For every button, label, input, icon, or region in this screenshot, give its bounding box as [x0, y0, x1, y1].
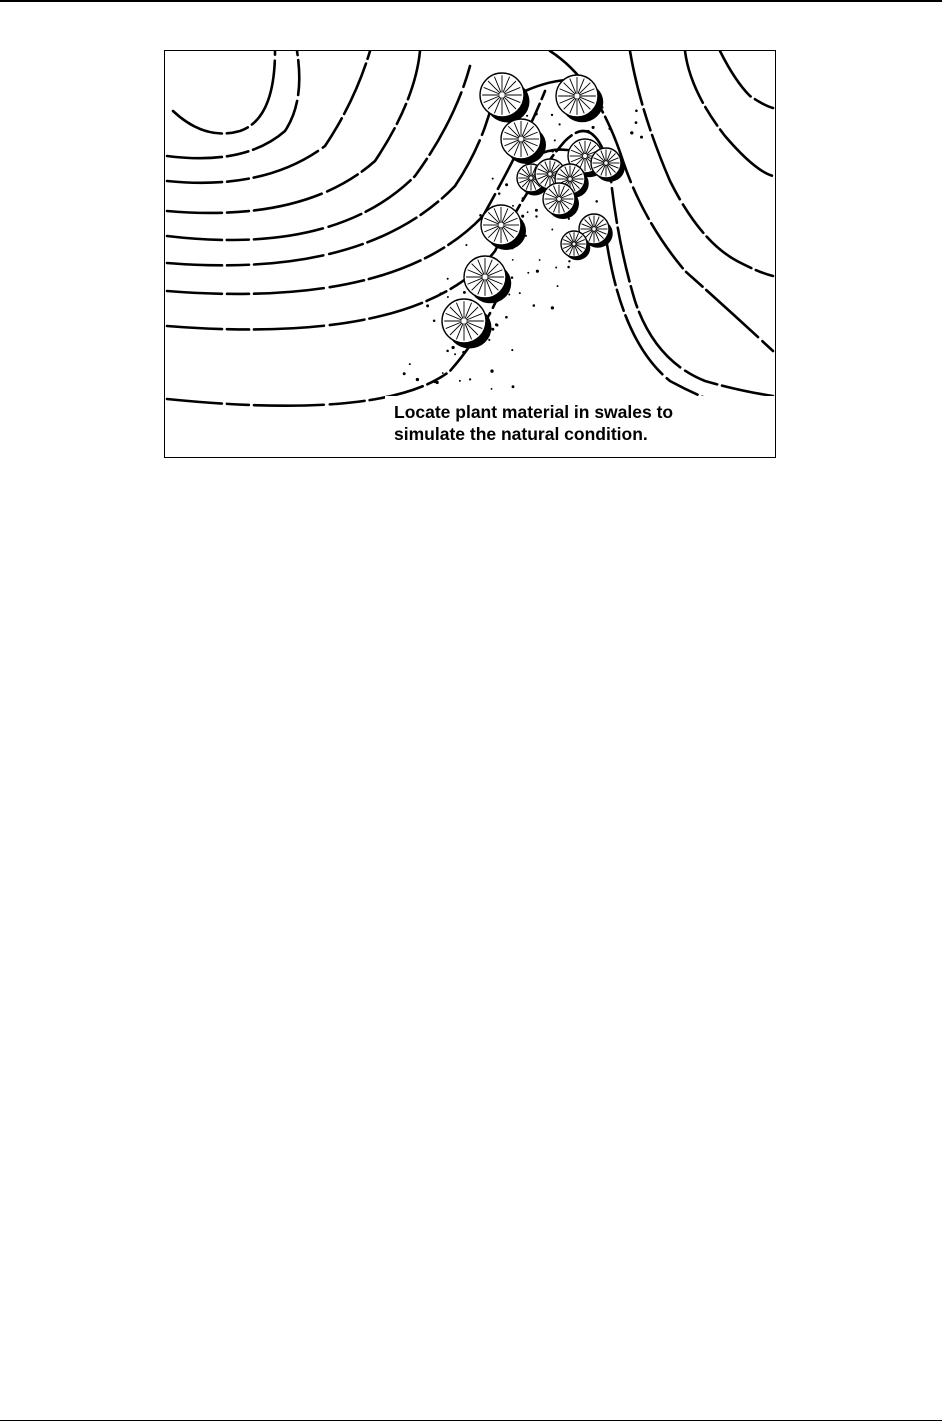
tree-symbol: [481, 205, 526, 250]
stipple-dot: [527, 211, 529, 213]
contour-line: [167, 51, 299, 158]
tree-symbol: [464, 256, 511, 303]
stipple-dot: [465, 244, 467, 246]
stipple-dot: [554, 139, 556, 141]
stipple-dot: [535, 215, 537, 217]
contour-line: [720, 51, 773, 108]
stipple-dot: [447, 278, 449, 280]
stipple-dot: [454, 353, 456, 355]
stipple-dot: [459, 380, 461, 382]
stipple-dot: [433, 380, 436, 383]
stipple-dot: [491, 388, 493, 390]
stipple-dot: [630, 131, 633, 134]
stipple-dot: [508, 294, 510, 296]
stipple-dot: [479, 214, 482, 217]
stipple-dot: [462, 351, 465, 354]
stipple-dot: [463, 291, 466, 294]
contour-line: [605, 231, 773, 416]
stipple-dot: [533, 304, 536, 307]
stipple-dot: [640, 136, 643, 139]
contour-line: [167, 51, 370, 183]
stipple-dot: [505, 316, 508, 319]
stipple-dot: [587, 130, 590, 133]
stipple-dot: [442, 372, 444, 374]
stipple-dot: [409, 363, 411, 365]
stipple-dot: [567, 266, 570, 269]
page-footer-rule: [0, 1420, 942, 1421]
figure-caption: [394, 401, 673, 445]
stipple-dot: [496, 324, 499, 327]
contour-diagram: [165, 51, 776, 458]
contour-line: [167, 281, 505, 406]
stipple-dot: [551, 114, 553, 116]
stipple-dot: [559, 123, 561, 125]
stipple-dot: [512, 259, 514, 261]
stipple-dot: [511, 349, 513, 351]
stipple-dot: [451, 346, 454, 349]
stipple-dot: [491, 328, 494, 331]
stipple-dot: [505, 183, 508, 186]
stipple-dot: [469, 378, 471, 380]
stipple-dot: [416, 378, 419, 381]
stipple-dot: [551, 150, 554, 153]
stipple-dot: [595, 200, 598, 203]
stipple-dot: [439, 292, 442, 295]
stipple-dot: [527, 272, 529, 274]
stipple-dot: [511, 276, 514, 279]
stipple-dot: [519, 292, 521, 294]
stipple-dot: [555, 267, 557, 269]
stipple-dot: [521, 215, 524, 218]
caption-line-1: Locate plant material in swales to: [394, 402, 674, 422]
stipple-dot: [512, 205, 514, 207]
stipple-dot: [608, 128, 611, 131]
stipple-dot: [568, 260, 570, 262]
tree-group: [442, 73, 625, 349]
stipple-dot: [635, 110, 638, 113]
stipple-dot: [536, 270, 539, 273]
page-header-rule: [0, 0, 942, 2]
stipple-dot: [498, 192, 501, 195]
stipple-dot: [539, 259, 541, 261]
tree-symbol: [442, 299, 492, 349]
tree-symbol: [480, 73, 530, 123]
stipple-dot: [526, 115, 528, 117]
stipple-dot: [488, 339, 490, 341]
stipple-dot: [490, 369, 493, 372]
stipple-dot: [592, 126, 595, 129]
stipple-dot: [557, 285, 559, 287]
stipple-dot: [492, 178, 494, 180]
stipple-dot: [551, 229, 553, 231]
stipple-dot: [635, 121, 638, 124]
stipple-dot: [522, 197, 524, 199]
stipple-dot: [433, 320, 436, 323]
tree-symbol: [501, 119, 546, 164]
stipple-dot: [535, 209, 538, 212]
contour-line: [173, 51, 275, 134]
stipple-dot: [426, 304, 429, 307]
caption-line-2: simulate the natural condition.: [394, 424, 648, 444]
tree-symbol: [556, 75, 603, 122]
stipple-dot: [446, 350, 449, 353]
swale-planting-figure: [164, 50, 776, 458]
stipple-dot: [535, 112, 538, 115]
stipple-dot: [457, 282, 459, 284]
stipple-dot: [512, 385, 515, 388]
stipple-dot: [551, 306, 554, 309]
stipple-dot: [403, 372, 406, 375]
stipple-dot: [447, 296, 449, 298]
